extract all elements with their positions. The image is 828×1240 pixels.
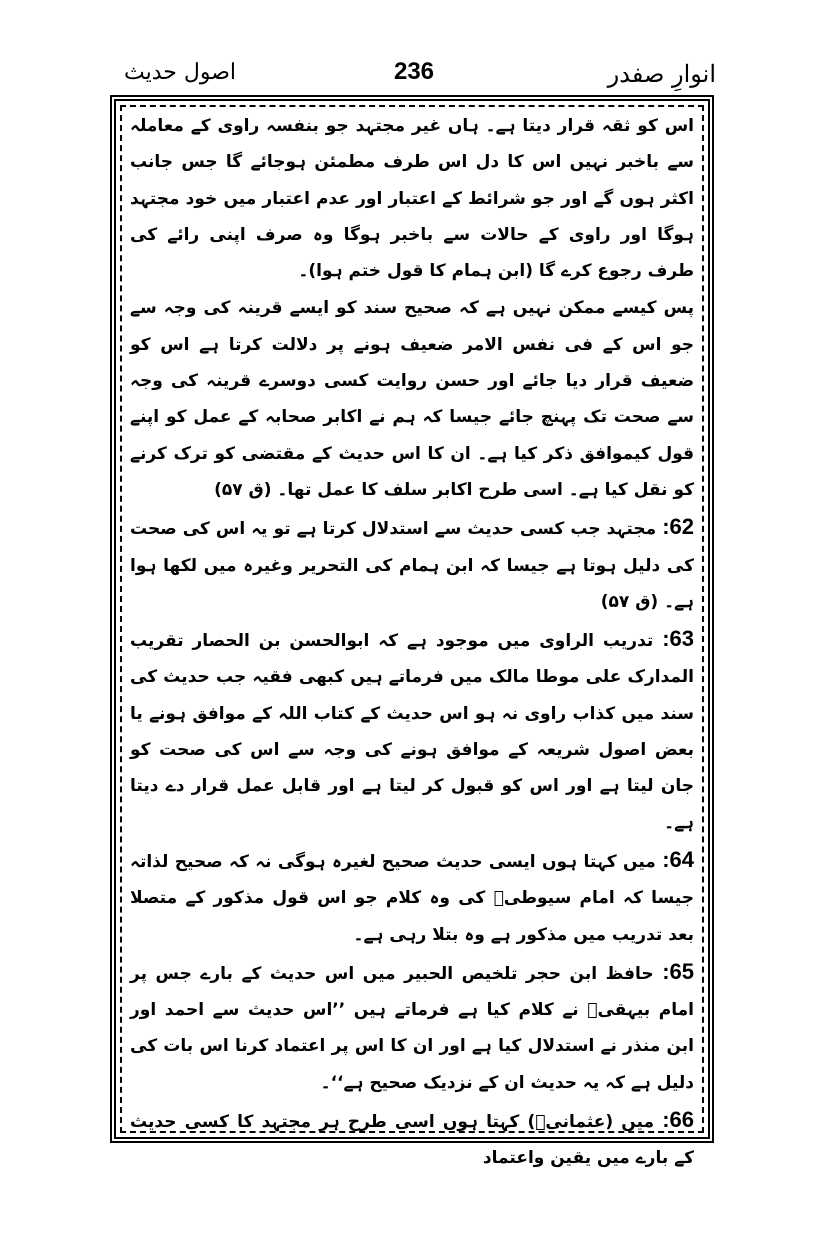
paragraph <box>130 1102 694 1177</box>
section-title: اصول حدیث <box>124 60 237 85</box>
paragraph-number: 65: <box>662 958 694 984</box>
paragraph-text: میں کہتا ہوں ایسی حدیث صحیح لغیرہ ہوگی نہ کہ صحیح لذاتہ جیسا کہ امام سیوطیؒ کی وہ کلام جو اس قول مذکور کے متصلا بعد تدریب میں مذکور ہے وہ بتلا رہی ہے۔ <box>130 851 694 945</box>
paragraph <box>130 290 694 508</box>
paragraph-number: 64: <box>662 846 694 872</box>
paragraph <box>130 954 694 1101</box>
paragraph-text: پس کیسے ممکن نہیں ہے کہ صحیح سند کو ایسے قرینہ کی وجہ سے جو اس کے فی نفس الامر ضعیف ہونے پر دلالت کرتا ہے اس کو ضعیف قرار دیا جائے اور حسن روایت کسی دوسرے قرینہ کی وجہ سے صحت تک پہنچ جائے جیسا کہ ہم نے اکابر صحابہ کے عمل کو اپنے قول کیموافق ذکر کیا ہے۔ ان کا اس حدیث کے مقتضی کو ترک کرنے کو نقل کیا ہے۔ اسی طرح اکابر سلف کا عمل تھا۔ (ق ۵۷) <box>130 298 694 500</box>
page-body <box>130 108 694 1169</box>
paragraph <box>130 108 694 289</box>
paragraph-number: 62: <box>662 514 694 540</box>
paragraph-number: 66: <box>662 1107 694 1133</box>
page-header <box>112 54 716 94</box>
paragraph <box>130 621 694 841</box>
paragraph-text: میں (عثمانیؒ) کہتا ہوں اسی طرح ہر مجتہد کا کسی حدیث کے بارے میں یقین واعتماد <box>130 1112 694 1169</box>
paragraph-number: 63: <box>662 626 694 652</box>
paragraph <box>130 509 694 620</box>
book-title: انوارِ صفدر <box>607 60 716 88</box>
paragraph-text: اس کو ثقہ قرار دیتا ہے۔ ہاں غیر مجتہد جو بنفسہ راوی کے معاملہ سے باخبر نہیں اس کا دل اس طرف مطمئن ہوجائے گا جس جانب اکثر ہوں گے اور جو شرائط کے اعتبار اور عدم اعتبار میں خود مجتہد ہوگا اور راوی کے حالات سے باخبر ہوگا وہ صرف اپنی رائے کی طرف رجوع کرے گا (ابن ہمام کا قول ختم ہوا)۔ <box>130 116 694 282</box>
page-number: 236 <box>393 58 435 85</box>
paragraph <box>130 842 694 953</box>
paragraph-text: حافظ ابن حجر تلخیص الحبیر میں اس حدیث کے بارے جس پر امام بیہقیؒ نے کلام کیا ہے فرماتے ہیں ’’اس حدیث سے احمد اور ابن منذر نے استدلال کیا ہے اور ان کا اس پر اعتماد کرنا اس بات کی دلیل ہے کہ یہ حدیث ان کے نزدیک صحیح ہے‘‘۔ <box>130 963 694 1093</box>
paragraph-text: مجتہد جب کسی حدیث سے استدلال کرتا ہے تو یہ اس کی صحت کی دلیل ہوتا ہے جیسا کہ ابن ہمام کی التحریر وغیرہ میں لکھا ہوا ہے۔ (ق ۵۷) <box>130 519 694 612</box>
paragraph-text: تدریب الراوی میں موجود ہے کہ ابوالحسن بن الحصار تقریب المدارک علی موطا مالک میں فرماتے ہیں کبھی فقیہ جب حدیث کی سند میں کذاب راوی نہ ہو اس حدیث کے کتاب اللہ کے موافق ہونے یا بعض اصول شریعہ کے موافق ہونے کی وجہ سے اس کی صحت کو جان لیتا ہے اور اس کو قبول کر لیتا ہے اور قابل عمل قرار دے دیتا ہے۔ <box>130 631 694 833</box>
